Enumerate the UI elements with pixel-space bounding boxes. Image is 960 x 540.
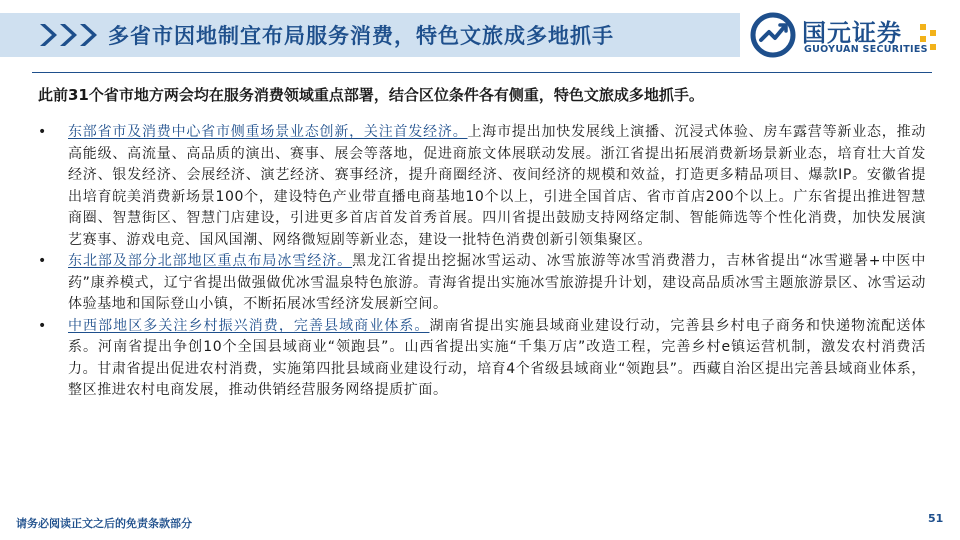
bullet-body: 黑龙江省提出挖掘冰雪运动、冰雪旅游等冰雪消费潜力，吉林省提出“冰雪避暑+中医中药”康养模式，辽宁省提出做强做优冰雪温泉特色旅游。青海省提出实施冰雪旅游提升计划，建设高品质冰雪主题旅游景区、冰雪运动体验基地和国际登山小镇，不断拓展冰雪经济发展新空间。 [68,253,926,312]
guoyuan-logo-icon [750,12,796,58]
chevron-right-icon [58,22,78,48]
bullet-body: 上海市提出加快发展线上演播、沉浸式体验、房车露营等新业态，推动高能级、高流量、高品质的演出、赛事、展会等落地，促进商旅文体展联动发展。浙江省提出拓展消费新场景新业态，培育壮大首发经济、银发经济、会展经济、演艺经济、赛事经济，提升商圈经济、夜间经济的规模和效益，打造更多精品项目、爆款IP。安徽省提出培育皖美消费新场景100个，建设特色产业带直播电商基地10个以上，引进全国首店、省市首店200个以上。广东省提出推进智慧商圈、智慧街区、智慧门店建设，引进更多首店首发首秀首展。四川省提出鼓励支持网络定制、智能筛选等个性化消费，加快发展演艺赛事、游戏电竞、国风国潮、网络微短剧等新业态，建设一批特色消费创新引领集聚区。 [68,124,926,248]
bullet-body: 湖南省提出实施县域商业建设行动，完善县乡村电子商务和快递物流配送体系。河南省提出争创10个全国县域商业“领跑县”。山西省提出实施“千集万店”改造工程，完善乡村e镇运营机制，激发农村消费活力。甘肃省提出促进农村消费，实施第四批县域商业建设行动，培育4个省级县域商业“领跑县”。西藏自治区提出完善县域商业体系，整区推进农村电商发展，推动供销经营服务网络提质扩面。 [68,317,926,398]
logo-accent-icon [916,22,942,52]
header-divider [32,72,932,73]
company-logo [750,12,950,60]
list-item [38,316,926,402]
bullet-lead: 东部省市及消费中心省市侧重场景业态创新，关注首发经济。 [68,124,468,140]
page-number: 51 [928,512,944,525]
chevron-arrows-icon [38,22,98,48]
logo-name-en: GUOYUAN SECURITIES [804,44,928,55]
page-title: 多省市因地制宜布局服务消费，特色文旅成多地抓手 [108,24,614,48]
logo-name-cn: 国元证券 [802,19,902,47]
list-item [38,122,926,251]
summary-text: 此前31个省市地方两会均在服务消费领域重点部署，结合区位条件各有侧重，特色文旅成多地抓手。 [38,86,704,104]
chevron-right-icon [78,22,98,48]
disclaimer-note: 请务必阅读正文之后的免责条款部分 [16,517,192,530]
bullet-lead: 东北部及部分北部地区重点布局冰雪经济。 [68,253,353,269]
chevron-right-icon [38,22,58,48]
bullet-list [38,122,926,402]
list-item [38,251,926,316]
bullet-lead: 中西部地区多关注乡村振兴消费，完善县域商业体系。 [68,317,430,334]
